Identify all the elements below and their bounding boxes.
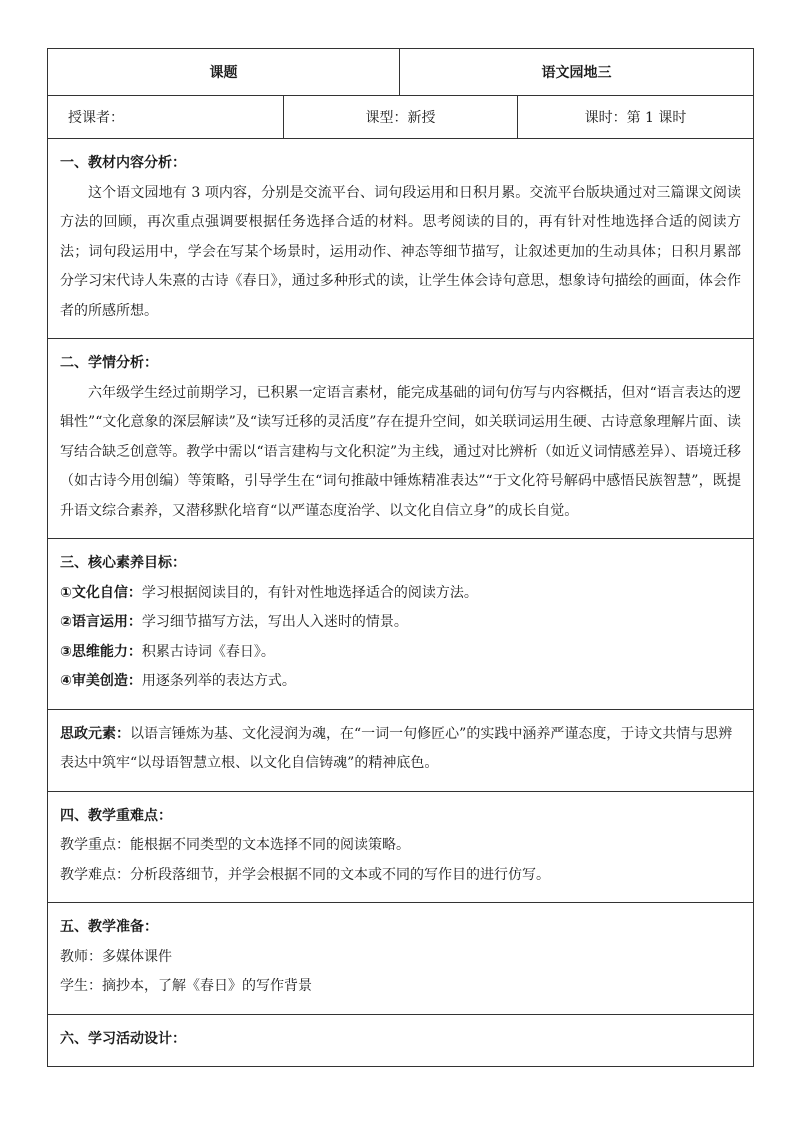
- goal-text: 积累古诗词《春日》。: [141, 643, 275, 660]
- goal-label: ③思维能力：: [60, 643, 142, 660]
- goal-text: 用逐条列举的表达方式。: [141, 673, 296, 689]
- period-field: 课时：第 1 课时: [518, 96, 754, 139]
- section-title: 二、学情分析：: [60, 355, 158, 371]
- ideology-text: 以语言锤炼为基、文化浸润为魂，在“一词一句修匠心”的实践中涵养严谨态度，于诗文共情与思辨表达中筑牢“以母语智慧立根、以文化自信铸魂”的精神底色。: [60, 725, 733, 771]
- goal-item: [60, 667, 741, 697]
- goal-label: ②语言运用：: [60, 614, 142, 630]
- lesson-type-field: 课型：新授: [284, 96, 518, 139]
- goal-item: [60, 579, 741, 609]
- teacher-prep-line: 教师：多媒体课件: [60, 948, 172, 965]
- goal-text: 学习根据阅读目的，有针对性地选择适合的阅读方法。: [141, 584, 478, 601]
- goal-item: [60, 608, 741, 638]
- section-textbook-analysis: [48, 139, 754, 339]
- ideology-label: 思政元素：: [60, 725, 130, 742]
- goal-item: [60, 638, 741, 668]
- teacher-field: 授课者：: [48, 96, 284, 139]
- goal-text: 学习细节描写方法，写出人入迷时的情景。: [141, 614, 408, 630]
- section-title: 六、学习活动设计：: [60, 1030, 186, 1047]
- section-body: 六年级学生经过前期学习，已积累一定语言素材，能完成基础的词句仿写与内容概括，但对“语言表达的逻辑性”“文化意象的深层解读”及“读写迁移的灵活度”存在提升空间，如关联词运用生硬、古诗意象理解片面、读写结合缺乏创意等。教学中需以“语言建构与文化积淀”为主线，通过对比辨析（如近义词情感差异）、语境迁移（如古诗今用创编）等策略，引导学生在“词句推敲中锤炼精准表达”“于文化符号解码中感悟民族智慧”，既提升语文综合素养，又潜移默化培育“以严谨态度治学、以文化自信立身”的成长自觉。: [60, 384, 741, 519]
- student-prep-line: 学生：摘抄本，了解《春日》的写作背景: [60, 978, 312, 994]
- section-activity-design: [48, 1014, 754, 1067]
- lesson-plan-table: [47, 48, 754, 1067]
- section-learner-analysis: [48, 339, 754, 539]
- topic-label: 课题: [48, 49, 400, 96]
- ideology-paragraph: [60, 720, 741, 779]
- section-title: 一、教材内容分析：: [60, 155, 186, 171]
- section-key-difficult-points: [48, 791, 754, 903]
- topic-value: 语文园地三: [400, 49, 754, 96]
- section-body: 这个语文园地有 3 项内容，分别是交流平台、词句段运用和日积月累。交流平台版块通过对三篇课文阅读方法的回顾，再次重点强调要根据任务选择合适的材料。思考阅读的目的，再有针对性地选择合适的阅读方法；词句段运用中，学会在写某个场景时，运用动作、神态等细节描写，让叙述更加的生动具体；日积月累部分学习宋代诗人朱熹的古诗《春日》，通过多种形式的读，让学生体会诗句意思，想象诗句描绘的画面，体会作者的所感所想。: [60, 184, 741, 319]
- header-row: [48, 49, 754, 96]
- section-ideology: [48, 709, 754, 791]
- section-title: 四、教学重难点：: [60, 807, 172, 824]
- lesson-plan-page: [47, 48, 753, 1067]
- goal-label: ④审美创造：: [60, 673, 142, 689]
- section-preparation: [48, 903, 754, 1015]
- section-title: 三、核心素养目标：: [60, 555, 186, 571]
- section-core-goals: [48, 539, 754, 710]
- goal-label: ①文化自信：: [60, 584, 142, 601]
- difficult-point-line: 教学难点：分析段落细节，并学会根据不同的文本或不同的写作目的进行仿写。: [60, 866, 550, 883]
- key-point-line: 教学重点：能根据不同类型的文本选择不同的阅读策略。: [60, 837, 410, 853]
- section-title: 五、教学准备：: [60, 919, 158, 935]
- meta-row: [48, 96, 754, 139]
